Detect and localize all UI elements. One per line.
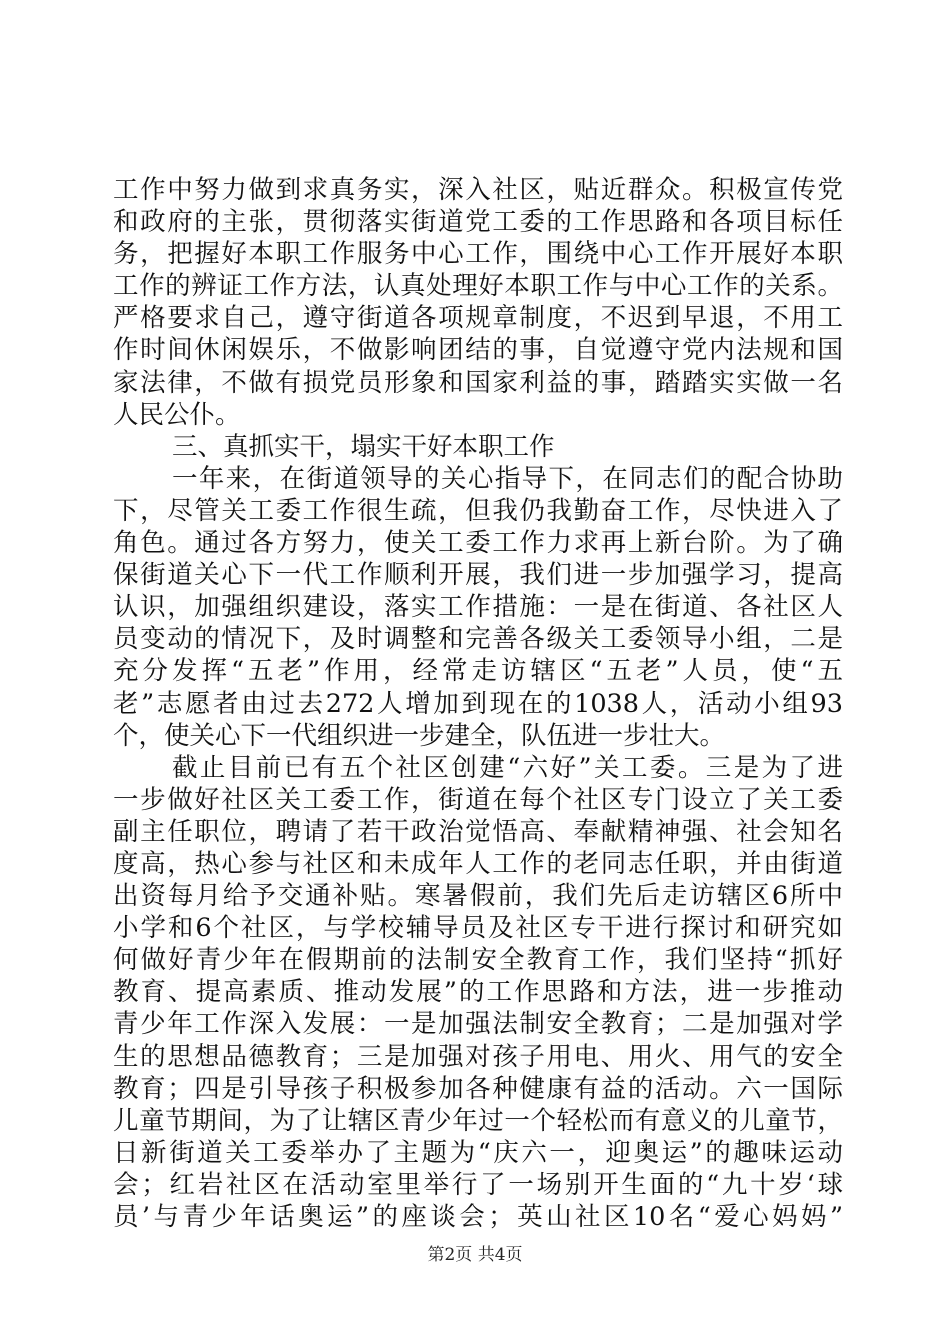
text-line: 出资每月给予交通补贴。寒暑假前，我们先后走访辖区6所中	[113, 881, 843, 912]
text-line: 生的思想品德教育；三是加强对孩子用电、用火、用气的安全	[113, 1041, 843, 1072]
text-line: 作时间休闲娱乐，不做影响团结的事，自觉遵守党内法规和国	[113, 335, 843, 366]
document-body	[113, 174, 843, 1233]
text-line: 员变动的情况下，及时调整和完善各级关工委领导小组，二是	[113, 624, 843, 655]
text-line: 和政府的主张，贯彻落实街道党工委的工作思路和各项目标任	[113, 207, 843, 238]
text-line: 保街道关心下一代工作顺利开展，我们进一步加强学习，提高	[113, 560, 843, 591]
text-line: 老”志愿者由过去272人增加到现在的1038人，活动小组93	[113, 688, 843, 719]
text-line: 何做好青少年在假期前的法制安全教育工作，我们坚持“抓好	[113, 945, 843, 976]
text-line: 三、真抓实干，塌实干好本职工作	[172, 431, 555, 462]
text-line: 员’与青少年话奥运”的座谈会；英山社区10名“爱心妈妈”	[113, 1202, 843, 1232]
text-line: 务，把握好本职工作服务中心工作，围绕中心工作开展好本职	[113, 239, 843, 270]
text-line: 会；红岩社区在活动室里举行了一场别开生面的“九十岁‘球	[113, 1169, 843, 1200]
text-line: 一年来，在街道领导的关心指导下，在同志们的配合协助	[172, 463, 843, 494]
text-line: 角色。通过各方努力，使关工委工作力求再上新台阶。为了确	[113, 528, 843, 559]
text-line: 家法律，不做有损党员形象和国家利益的事，踏踏实实做一名	[113, 367, 843, 398]
text-line: 度高，热心参与社区和未成年人工作的老同志任职，并由街道	[113, 848, 843, 879]
text-line: 教育、提高素质、推动发展”的工作思路和方法，进一步推动	[113, 977, 843, 1008]
text-line: 副主任职位，聘请了若干政治觉悟高、奉献精神强、社会知名	[113, 816, 843, 847]
text-line: 人民公仆。	[113, 399, 241, 430]
text-line: 充分发挥“五老”作用，经常走访辖区“五老”人员，使“五	[113, 656, 843, 687]
text-line: 工作中努力做到求真务实，深入社区，贴近群众。积极宣传党	[113, 175, 843, 205]
page-footer: 第2页 共4页	[427, 1245, 523, 1265]
text-line: 青少年工作深入发展：一是加强法制安全教育；二是加强对学	[113, 1009, 843, 1040]
text-line: 儿童节期间，为了让辖区青少年过一个轻松而有意义的儿童节，	[113, 1105, 843, 1136]
text-line: 一步做好社区关工委工作，街道在每个社区专门设立了关工委	[113, 784, 843, 815]
text-line: 严格要求自己，遵守街道各项规章制度，不迟到早退，不用工	[113, 303, 843, 334]
text-line: 下，尽管关工委工作很生疏，但我仍我勤奋工作，尽快进入了	[113, 495, 843, 526]
text-line: 教育；四是引导孩子积极参加各种健康有益的活动。六一国际	[113, 1073, 843, 1104]
text-line: 日新街道关工委举办了主题为“庆六一，迎奥运”的趣味运动	[113, 1137, 843, 1168]
text-line: 截止目前已有五个社区创建“六好”关工委。三是为了进	[172, 752, 843, 783]
text-line: 认识，加强组织建设，落实工作措施：一是在街道、各社区人	[113, 592, 843, 623]
text-line: 小学和6个社区，与学校辅导员及社区专干进行探讨和研究如	[113, 913, 843, 944]
text-line: 个，使关心下一代组织进一步建全，队伍进一步壮大。	[113, 720, 726, 751]
text-line: 工作的辨证工作方法，认真处理好本职工作与中心工作的关系。	[113, 271, 843, 302]
